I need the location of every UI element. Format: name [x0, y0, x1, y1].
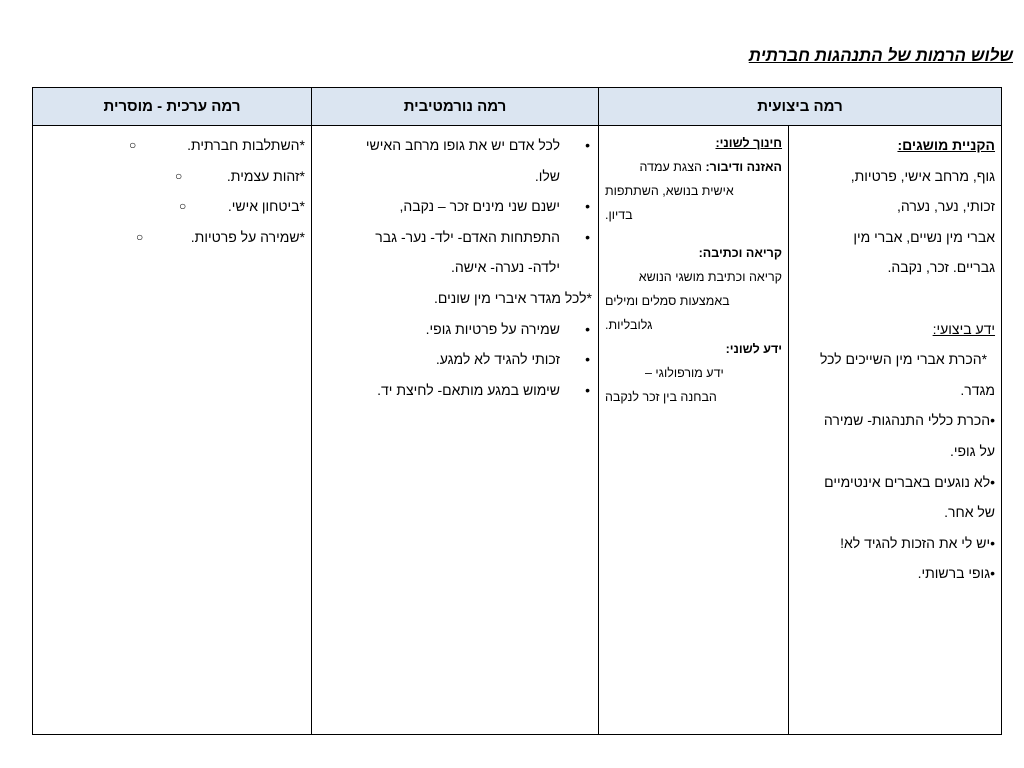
knowledge-line: •לא נוגעים באברים אינטימיים [824, 473, 996, 490]
concepts-heading: הקניית מושגים: [897, 137, 996, 153]
linguistic-label: ידע לשוני: [725, 342, 783, 356]
circle-bullet-icon: ○ [129, 138, 137, 152]
header-normative: רמה נורמטיבית [312, 88, 599, 126]
concepts-cell [789, 126, 1002, 735]
reading-text: באמצעות סמלים ומילים [605, 294, 730, 308]
header-performative: רמה ביצועית [599, 88, 1002, 126]
list-item: *השתלבות חברתית. ○ [39, 130, 305, 161]
list-item: • לכל אדם יש את גופו מרחב האישי [365, 137, 590, 153]
knowledge-line: על גופי. [949, 442, 996, 459]
table-header-row [33, 88, 1002, 126]
values-cell [33, 126, 312, 735]
normative-cell [312, 126, 599, 735]
knowledge-line: •גופי ברשותי. [917, 565, 996, 582]
reading-text: גלובליות. [605, 318, 653, 332]
listening-text: בדיון. [605, 208, 633, 222]
circle-bullet-icon: ○ [136, 229, 144, 244]
language-cell [599, 126, 789, 735]
knowledge-line: •יש לי את הזכות להגיד לא! [840, 534, 996, 551]
knowledge-heading: ידע ביצועי: [932, 320, 996, 337]
concept-line: גבריים. זכר, נקבה. [887, 259, 996, 276]
list-item: • שימוש במגע מותאם- לחיצת יד. [377, 381, 590, 398]
knowledge-line: •הכרת כללי התנהגות- שמירה [823, 412, 996, 429]
listening-text: אישית בנושא, השתתפות [605, 184, 734, 198]
circle-bullet-icon: ○ [179, 199, 187, 214]
list-item: *לכל מגדר איברי מין שונים. [434, 289, 592, 306]
list-item: *שמירה על פרטיות. ○ [39, 222, 305, 253]
listening-text: הצגת עמדה [639, 160, 702, 174]
table-body-row [33, 126, 1002, 735]
list-item: *ביטחון אישי. ○ [39, 191, 305, 222]
listening-label: האזנה ודיבור: [705, 160, 783, 174]
list-item: • זכותי להגיד לא למגע. [435, 351, 590, 368]
concept-line: אברי מין נשיים, אברי מין [853, 228, 996, 245]
list-item: • התפתחות האדם- ילד- נער- גבר [375, 228, 590, 245]
language-heading: חינוך לשוני: [715, 136, 783, 150]
knowledge-line: *הכרת אברי מין השייכים לכל [819, 351, 988, 368]
knowledge-line: מגדר. [960, 381, 996, 398]
header-values: רמה ערכית - מוסרית [33, 88, 312, 126]
list-item: • ישנם שני מינים זכר – נקבה, [399, 198, 590, 215]
document-title: שלוש הרמות של התנהגות חברתית [748, 46, 1013, 65]
reading-text: קריאה וכתיבת מושגי הנושא [638, 270, 783, 284]
levels-table [32, 87, 1002, 735]
list-item: ילדה- נערה- אישה. [450, 259, 560, 276]
linguistic-text: הבחנה בין זכר לנקבה [605, 390, 717, 404]
reading-label: קריאה וכתיבה: [698, 246, 783, 260]
list-item: • שמירה על פרטיות גופי. [425, 320, 590, 337]
concept-line: גוף, מרחב אישי, פרטיות, [850, 167, 996, 184]
list-item: שלו. [534, 167, 560, 184]
linguistic-text: ידע מורפולוגי – [645, 366, 724, 380]
concept-line: זכותי, נער, נערה, [896, 198, 996, 215]
circle-bullet-icon: ○ [175, 168, 183, 183]
knowledge-line: של אחר. [944, 504, 996, 521]
list-item: *זהות עצמית. ○ [39, 161, 305, 192]
